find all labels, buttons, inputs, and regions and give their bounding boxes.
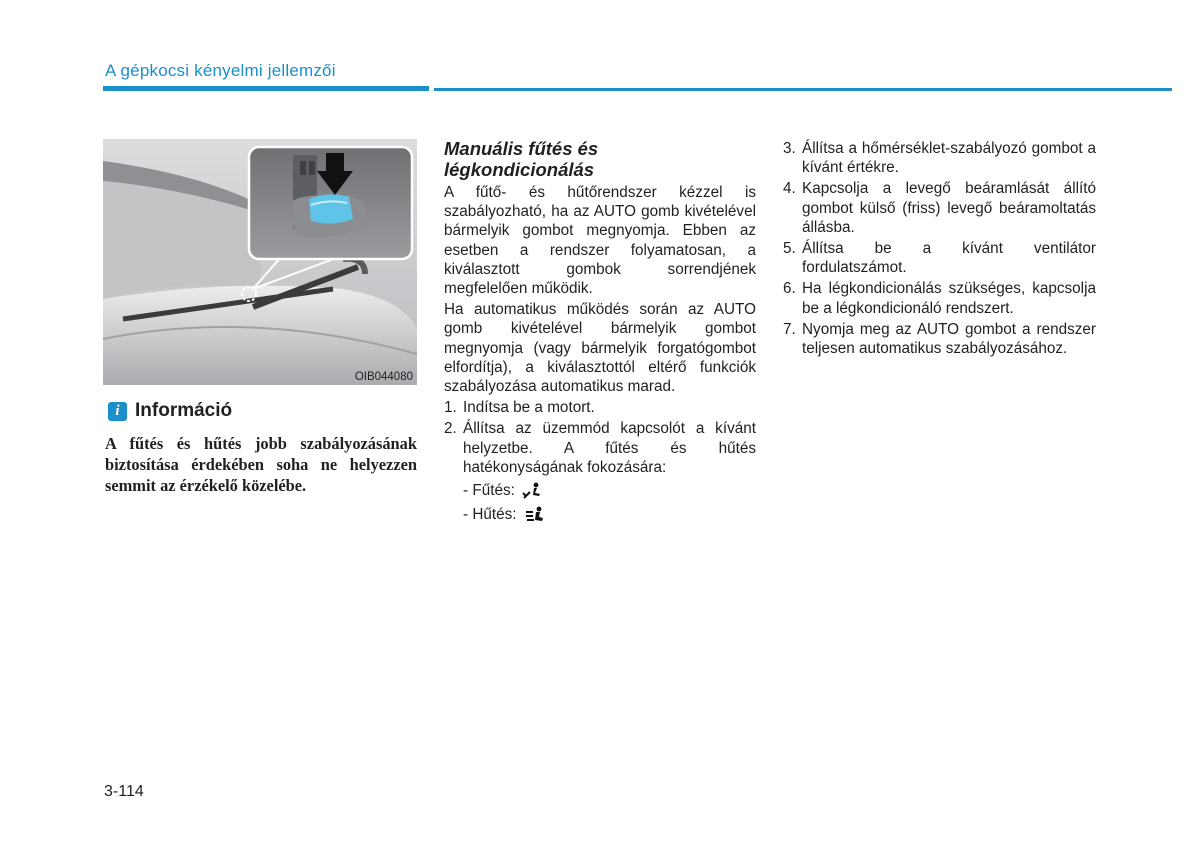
step-item bbox=[444, 398, 756, 417]
manual-paragraph-1: A fűtő- és hűtőrendszer kézzel is szabályozható, ha az AUTO gomb kivételével bármelyik gombot megnyomja. Ebben az esetben a rendszer folyamatosan, a kiválasztott gombok sorrendjének megfelelően működik. bbox=[444, 184, 756, 298]
face-mode-icon bbox=[523, 506, 545, 524]
manual-title-line1: Manuális fűtés és bbox=[444, 138, 599, 159]
step-item bbox=[783, 320, 1096, 358]
step-item bbox=[783, 239, 1096, 277]
step-number: 4. bbox=[783, 180, 796, 198]
heating-mode-item bbox=[463, 479, 756, 503]
step-number: 5. bbox=[783, 240, 796, 258]
step-number: 2. bbox=[444, 420, 457, 438]
step-item bbox=[783, 139, 1096, 177]
step-text: Nyomja meg az AUTO gombot a rendszer teljesen automatikus szabályozásához. bbox=[802, 320, 1096, 358]
section-header-title: A gépkocsi kényelmi jellemzői bbox=[105, 61, 336, 80]
manual-section bbox=[444, 138, 756, 527]
manual-section-title bbox=[444, 138, 756, 180]
step-item bbox=[783, 179, 1096, 237]
step-text: Ha légkondicionálás szükséges, kapcsolja be a légkondicionáló rendszert. bbox=[802, 280, 1096, 317]
info-text: A fűtés és hűtés jobb szabályozásának biztosítása érdekében soha ne helyezzen semmit az érzékelő közelébe. bbox=[105, 434, 417, 495]
step-text: Állítsa az üzemmód kapcsolót a kívánt helyzetbe. A fűtés és hűtés hatékonyságának fokozására: bbox=[463, 420, 756, 476]
step-item bbox=[783, 279, 1096, 317]
step-text: Kapcsolja a levegő beáramlását állító gombot külső (friss) levegő beáramoltatás állásba. bbox=[802, 180, 1096, 236]
cooling-mode-item bbox=[463, 503, 756, 527]
step-number: 6. bbox=[783, 280, 796, 298]
header-rule-thick bbox=[103, 86, 429, 91]
floor-mode-icon bbox=[521, 482, 543, 500]
step-text: Állítsa a hőmérséklet-szabályozó gombot a kívánt értékre. bbox=[802, 140, 1096, 177]
manual-title-line2: légkondicionálás bbox=[444, 159, 595, 180]
page-number: 3-114 bbox=[104, 783, 144, 800]
step-number: 3. bbox=[783, 140, 796, 157]
sensor-location-figure bbox=[103, 139, 417, 385]
manual-paragraph-2: Ha automatikus működés során az AUTO gomb kivételével bármelyik gombot megnyomja (vagy bármelyik forgatógombot elfordítja), a kiválasztottól eltérő funkciók szabályozása automatikus marad. bbox=[444, 301, 756, 396]
info-icon: i bbox=[108, 402, 127, 421]
manual-steps-continued bbox=[783, 139, 1096, 360]
cooling-label: - Hűtés: bbox=[463, 506, 517, 524]
step-text: Indítsa be a motort. bbox=[463, 399, 595, 417]
car-dashboard-illustration bbox=[103, 139, 417, 385]
heating-label: - Fűtés: bbox=[463, 482, 515, 500]
header-rule-thin bbox=[434, 88, 1172, 91]
figure-code: OIB044080 bbox=[354, 371, 413, 383]
info-heading bbox=[108, 400, 232, 422]
step-text: Állítsa be a kívánt ventilátor fordulatszámot. bbox=[802, 240, 1096, 277]
info-title: Információ bbox=[135, 400, 233, 421]
step-item bbox=[444, 419, 756, 477]
step-number: 1. bbox=[444, 399, 457, 417]
step-number: 7. bbox=[783, 320, 796, 338]
